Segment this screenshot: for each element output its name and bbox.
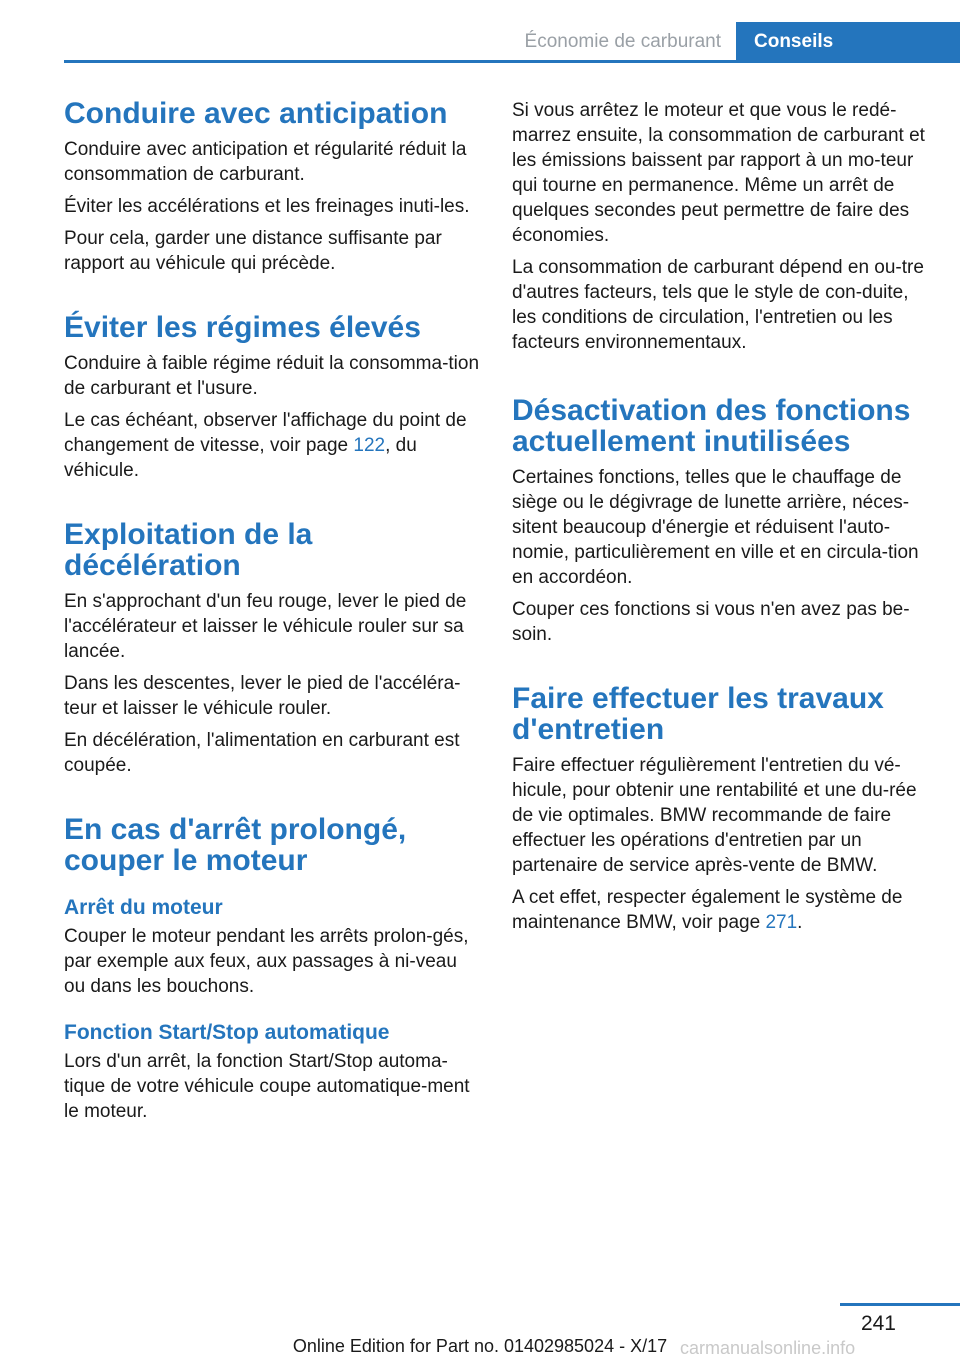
paragraph	[64, 408, 482, 483]
page-header	[0, 22, 960, 62]
paragraph: Si vous arrêtez le moteur et que vous le redé‐marrez ensuite, la consommation de carburant et les émissions baissent par rapport à un mo‐teur qui tourne en permanence. Même un arrêt de quelques secondes peut permettre de faire des économies.	[512, 100, 925, 246]
paragraph	[512, 885, 930, 935]
text-span: .	[797, 912, 803, 933]
section-heading: Désactivation des fonctions actuellement inutilisées	[512, 394, 911, 458]
paragraph: Conduire avec anticipation et régularité réduit la consommation de carburant.	[64, 139, 467, 185]
section-heading: Faire effectuer les travaux d'entretien	[512, 682, 884, 746]
paragraph: Faire effectuer régulièrement l'entretien du vé‐hicule, pour obtenir une rentabilité et une du‐rée de vie optimales. BMW recommande de faire effectuer les opérations d'entretien par un partenaire de service après-vente de BMW.	[512, 755, 917, 876]
text-span: A cet effet, respecter également le système de maintenance BMW, voir page	[512, 887, 903, 933]
paragraph: Pour cela, garder une distance suffisante par rapport au véhicule qui précède.	[64, 228, 442, 274]
text-span: Le cas échéant, observer l'affichage du point de changement de vitesse, voir page	[64, 410, 467, 456]
section-arret-prolonge	[64, 814, 482, 1124]
paragraph: La consommation de carburant dépend en ou‐tre d'autres facteurs, tels que le style de con‐duite, les conditions de circulation, l'entretien ou les facteurs environnementaux.	[512, 257, 924, 353]
subsection-heading: Arrêt du moteur	[64, 896, 223, 919]
paragraph: Certaines fonctions, telles que le chauffage de siège ou le dégivrage de lunette arrière, néces‐sitent beaucoup d'énergie et réduisent l'auto‐nomie, particulièrement en ville et en circula‐tion en accordéon.	[512, 467, 919, 588]
section-continued	[512, 98, 930, 355]
watermark: carmanualsonline.info	[680, 1338, 856, 1358]
section-entretien	[512, 683, 930, 935]
section-regimes	[64, 312, 482, 483]
page-link-271[interactable]: 271	[765, 912, 798, 933]
paragraph: En s'approchant d'un feu rouge, lever le pied de l'accélérateur et laisser le véhicule rouler sur sa lancée.	[64, 591, 467, 662]
section-heading: Éviter les régimes élevés	[64, 311, 421, 344]
paragraph: Couper le moteur pendant les arrêts prolon‐gés, par exemple aux feux, aux passages à ni‐veau ou dans les bouchons.	[64, 926, 469, 997]
section-heading: En cas d'arrêt prolongé, couper le moteur	[64, 813, 407, 877]
paragraph: Éviter les accélérations et les freinages inuti‐les.	[64, 196, 470, 217]
page-number: 241	[860, 1312, 896, 1335]
paragraph: En décélération, l'alimentation en carburant est coupée.	[64, 730, 460, 776]
paragraph: Couper ces fonctions si vous n'en avez pas be‐soin.	[512, 599, 910, 645]
subsection-start-stop	[64, 1019, 482, 1124]
right-column	[512, 98, 930, 971]
page-link-122[interactable]: 122	[353, 435, 386, 456]
left-column	[64, 98, 482, 1160]
text-span: , du véhicule.	[64, 435, 417, 481]
section-heading: Conduire avec anticipation	[64, 97, 448, 130]
section-desactivation	[512, 395, 930, 647]
section-anticipation	[64, 98, 482, 276]
paragraph: Conduire à faible régime réduit la consomma‐tion de carburant et l'usure.	[64, 353, 480, 399]
subsection-heading: Fonction Start/Stop automatique	[64, 1021, 390, 1044]
footer-divider	[840, 1303, 960, 1306]
subsection-arret-moteur	[64, 894, 482, 999]
section-heading: Exploitation de la décélération	[64, 518, 313, 582]
edition-line: Online Edition for Part no. 01402985024 - X/17	[292, 1336, 668, 1356]
paragraph: Dans les descentes, lever le pied de l'accéléra‐teur et laisser le véhicule rouler.	[64, 673, 461, 719]
section-deceleration	[64, 519, 482, 778]
header-section-title: Économie de carburant	[524, 31, 721, 52]
header-chapter-tab: Conseils	[736, 22, 960, 62]
header-divider	[64, 60, 960, 63]
paragraph: Lors d'un arrêt, la fonction Start/Stop automa‐tique de votre véhicule coupe automatique‐ment le moteur.	[64, 1051, 470, 1122]
